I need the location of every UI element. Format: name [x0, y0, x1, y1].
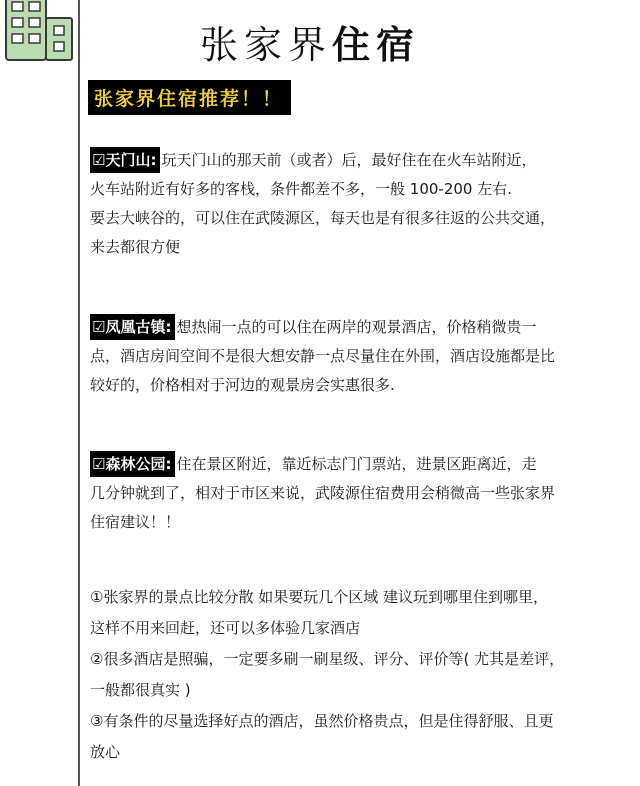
- section-line: 要去大峡谷的，可以住在武陵源区，每天也是有很多往返的公共交通，: [90, 209, 556, 227]
- section-line: 火车站附近有好多的客栈，条件都差不多，一般 100-200 左右.: [90, 180, 512, 198]
- section-tag: [90, 314, 175, 340]
- checkbox-icon: ☑: [92, 318, 106, 336]
- section-forest-park: [90, 450, 630, 537]
- section-line: 住宿建议！！: [90, 513, 181, 531]
- tip-line: ②很多酒店是照骗，一定要多刷一刷星级、评分、评价等( 尤其是差评，: [90, 650, 565, 668]
- section-text: 住在景区附近，靠近标志门门票站，进景区距离近，走: [176, 455, 537, 473]
- section-line: 几分钟就到了，相对于市区来说，武陵源住宿费用会稍微高一些张家界: [90, 484, 556, 502]
- section-tag: [90, 451, 175, 477]
- checkbox-icon: ☑: [92, 455, 106, 473]
- section-tag-label: 凤凰古镇:: [105, 318, 172, 336]
- section-line: [90, 146, 630, 175]
- section-line: [90, 313, 630, 342]
- section-text: 想热闹一点的可以住在两岸的观景酒店，价格稍微贵一: [176, 318, 537, 336]
- building-icon: [0, 0, 78, 64]
- section-line: [90, 450, 630, 479]
- page-title: [200, 14, 420, 69]
- section-tag-label: 森林公园:: [105, 455, 172, 473]
- section-line: 点，酒店房间空间不是很大想安静一点尽量住在外围，酒店设施都是比: [90, 347, 556, 365]
- section-tag-label: 天门山:: [105, 151, 157, 169]
- section-fenghuang: [90, 313, 630, 400]
- section-line: 来去都很方便: [90, 238, 181, 256]
- title-part-2: 住宿: [332, 23, 421, 67]
- section-tag: [90, 147, 160, 173]
- section-text: 玩天门山的那天前（或者）后，最好住在在火车站附近，: [161, 151, 537, 169]
- tip-line: 这样不用来回赶，还可以多体验几家酒店: [90, 619, 361, 637]
- left-margin-line: [78, 0, 80, 786]
- section-line: 较好的，价格相对于河边的观景房会实惠很多.: [90, 376, 395, 394]
- checkbox-icon: ☑: [92, 151, 106, 169]
- title-part-1: 张家界: [200, 23, 333, 67]
- tip-line: ①张家界的景点比较分散 如果要玩几个区域 建议玩到哪里住到哪里，: [90, 588, 548, 606]
- tips-list: [90, 582, 635, 768]
- section-tianmenshan: [90, 146, 630, 262]
- recommendation-banner: 张家界住宿推荐！！: [88, 80, 291, 115]
- tip-line: 放心: [90, 743, 121, 761]
- tip-line: ③有条件的尽量选择好点的酒店，虽然价格贵点，但是住得舒服、且更: [90, 712, 554, 730]
- tip-line: 一般都很真实 ): [90, 681, 191, 699]
